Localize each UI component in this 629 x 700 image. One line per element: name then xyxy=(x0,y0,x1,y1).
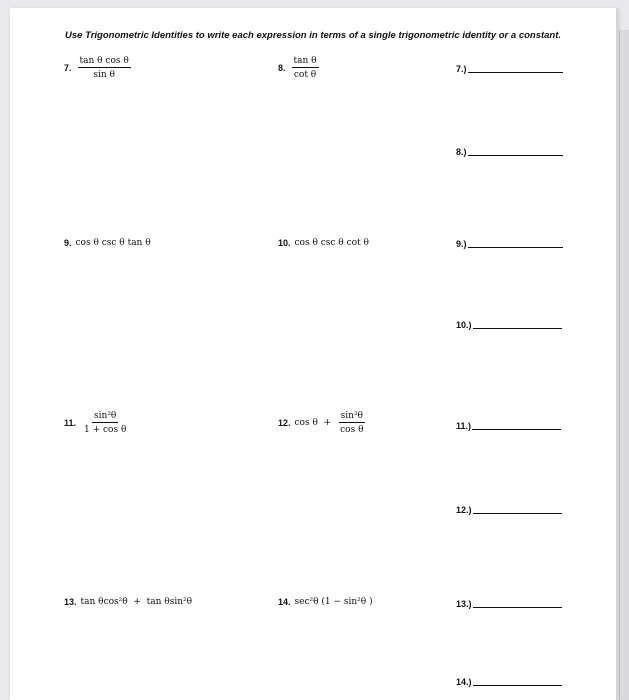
numerator: tan θ xyxy=(293,56,317,66)
answer-blank-12[interactable] xyxy=(456,505,562,515)
answer-line[interactable] xyxy=(473,685,562,686)
numerator: sin²θ xyxy=(94,411,117,421)
leading-term: cos θ + xyxy=(294,418,332,428)
problem-number: 9. xyxy=(64,238,72,248)
answer-blank-8[interactable] xyxy=(456,147,563,157)
answer-label: 8.) xyxy=(456,147,467,157)
answer-label: 10.) xyxy=(456,320,472,330)
answer-label: 11.) xyxy=(456,421,472,431)
answer-line[interactable] xyxy=(468,155,563,156)
problem-number: 13. xyxy=(64,597,77,607)
problem-8 xyxy=(278,56,321,80)
fraction xyxy=(338,411,365,435)
answer-label: 7.) xyxy=(456,64,467,74)
problem-13 xyxy=(64,597,192,607)
numerator: sin²θ xyxy=(340,411,363,421)
answer-label: 9.) xyxy=(456,239,467,249)
denominator: 1 + cos θ xyxy=(84,425,127,435)
expression xyxy=(290,56,321,80)
answer-line[interactable] xyxy=(473,328,562,329)
problem-7 xyxy=(64,56,133,80)
expression: cos θ csc θ tan θ xyxy=(75,238,151,248)
expression xyxy=(80,411,130,435)
problem-number: 11. xyxy=(64,418,77,428)
problem-10 xyxy=(278,238,369,248)
answer-label: 14.) xyxy=(456,677,472,687)
problem-number: 10. xyxy=(278,238,291,248)
fraction xyxy=(292,56,319,80)
fraction xyxy=(78,56,131,80)
answer-blank-11[interactable] xyxy=(456,421,561,431)
problem-number: 8. xyxy=(278,63,286,73)
numerator: tan θ cos θ xyxy=(79,56,129,66)
expression xyxy=(295,411,368,435)
answer-blank-13[interactable] xyxy=(456,599,562,609)
denominator: cos θ xyxy=(340,425,364,435)
answer-line[interactable] xyxy=(473,513,562,514)
problem-number: 14. xyxy=(278,597,291,607)
problem-12 xyxy=(278,411,368,435)
answer-label: 12.) xyxy=(456,505,472,515)
answer-line[interactable] xyxy=(472,429,561,430)
answer-line[interactable] xyxy=(468,247,563,248)
problem-number: 12. xyxy=(278,418,291,428)
answer-blank-7[interactable] xyxy=(456,64,563,74)
instructions-text: Use Trigonometric Identities to write each expression in terms of a single trigonometric identity or a constant. xyxy=(65,30,562,41)
problem-number: 7. xyxy=(64,63,72,73)
page-edge-scrollbar xyxy=(619,30,629,700)
answer-line[interactable] xyxy=(473,607,562,608)
answer-blank-10[interactable] xyxy=(456,320,562,330)
answer-blank-14[interactable] xyxy=(456,677,562,687)
problem-14 xyxy=(278,597,373,607)
fraction xyxy=(82,411,128,435)
problem-9 xyxy=(64,238,151,248)
answer-blank-9[interactable] xyxy=(456,239,563,249)
expression: tan θcos²θ + tan θsin²θ xyxy=(80,597,193,607)
answer-line[interactable] xyxy=(468,72,563,73)
denominator: cot θ xyxy=(293,70,317,80)
expression: cos θ csc θ cot θ xyxy=(294,238,369,248)
denominator: sin θ xyxy=(93,70,115,80)
expression xyxy=(76,56,133,80)
expression: sec²θ (1 − sin²θ ) xyxy=(294,597,373,607)
answer-label: 13.) xyxy=(456,599,472,609)
problem-11 xyxy=(64,411,130,435)
